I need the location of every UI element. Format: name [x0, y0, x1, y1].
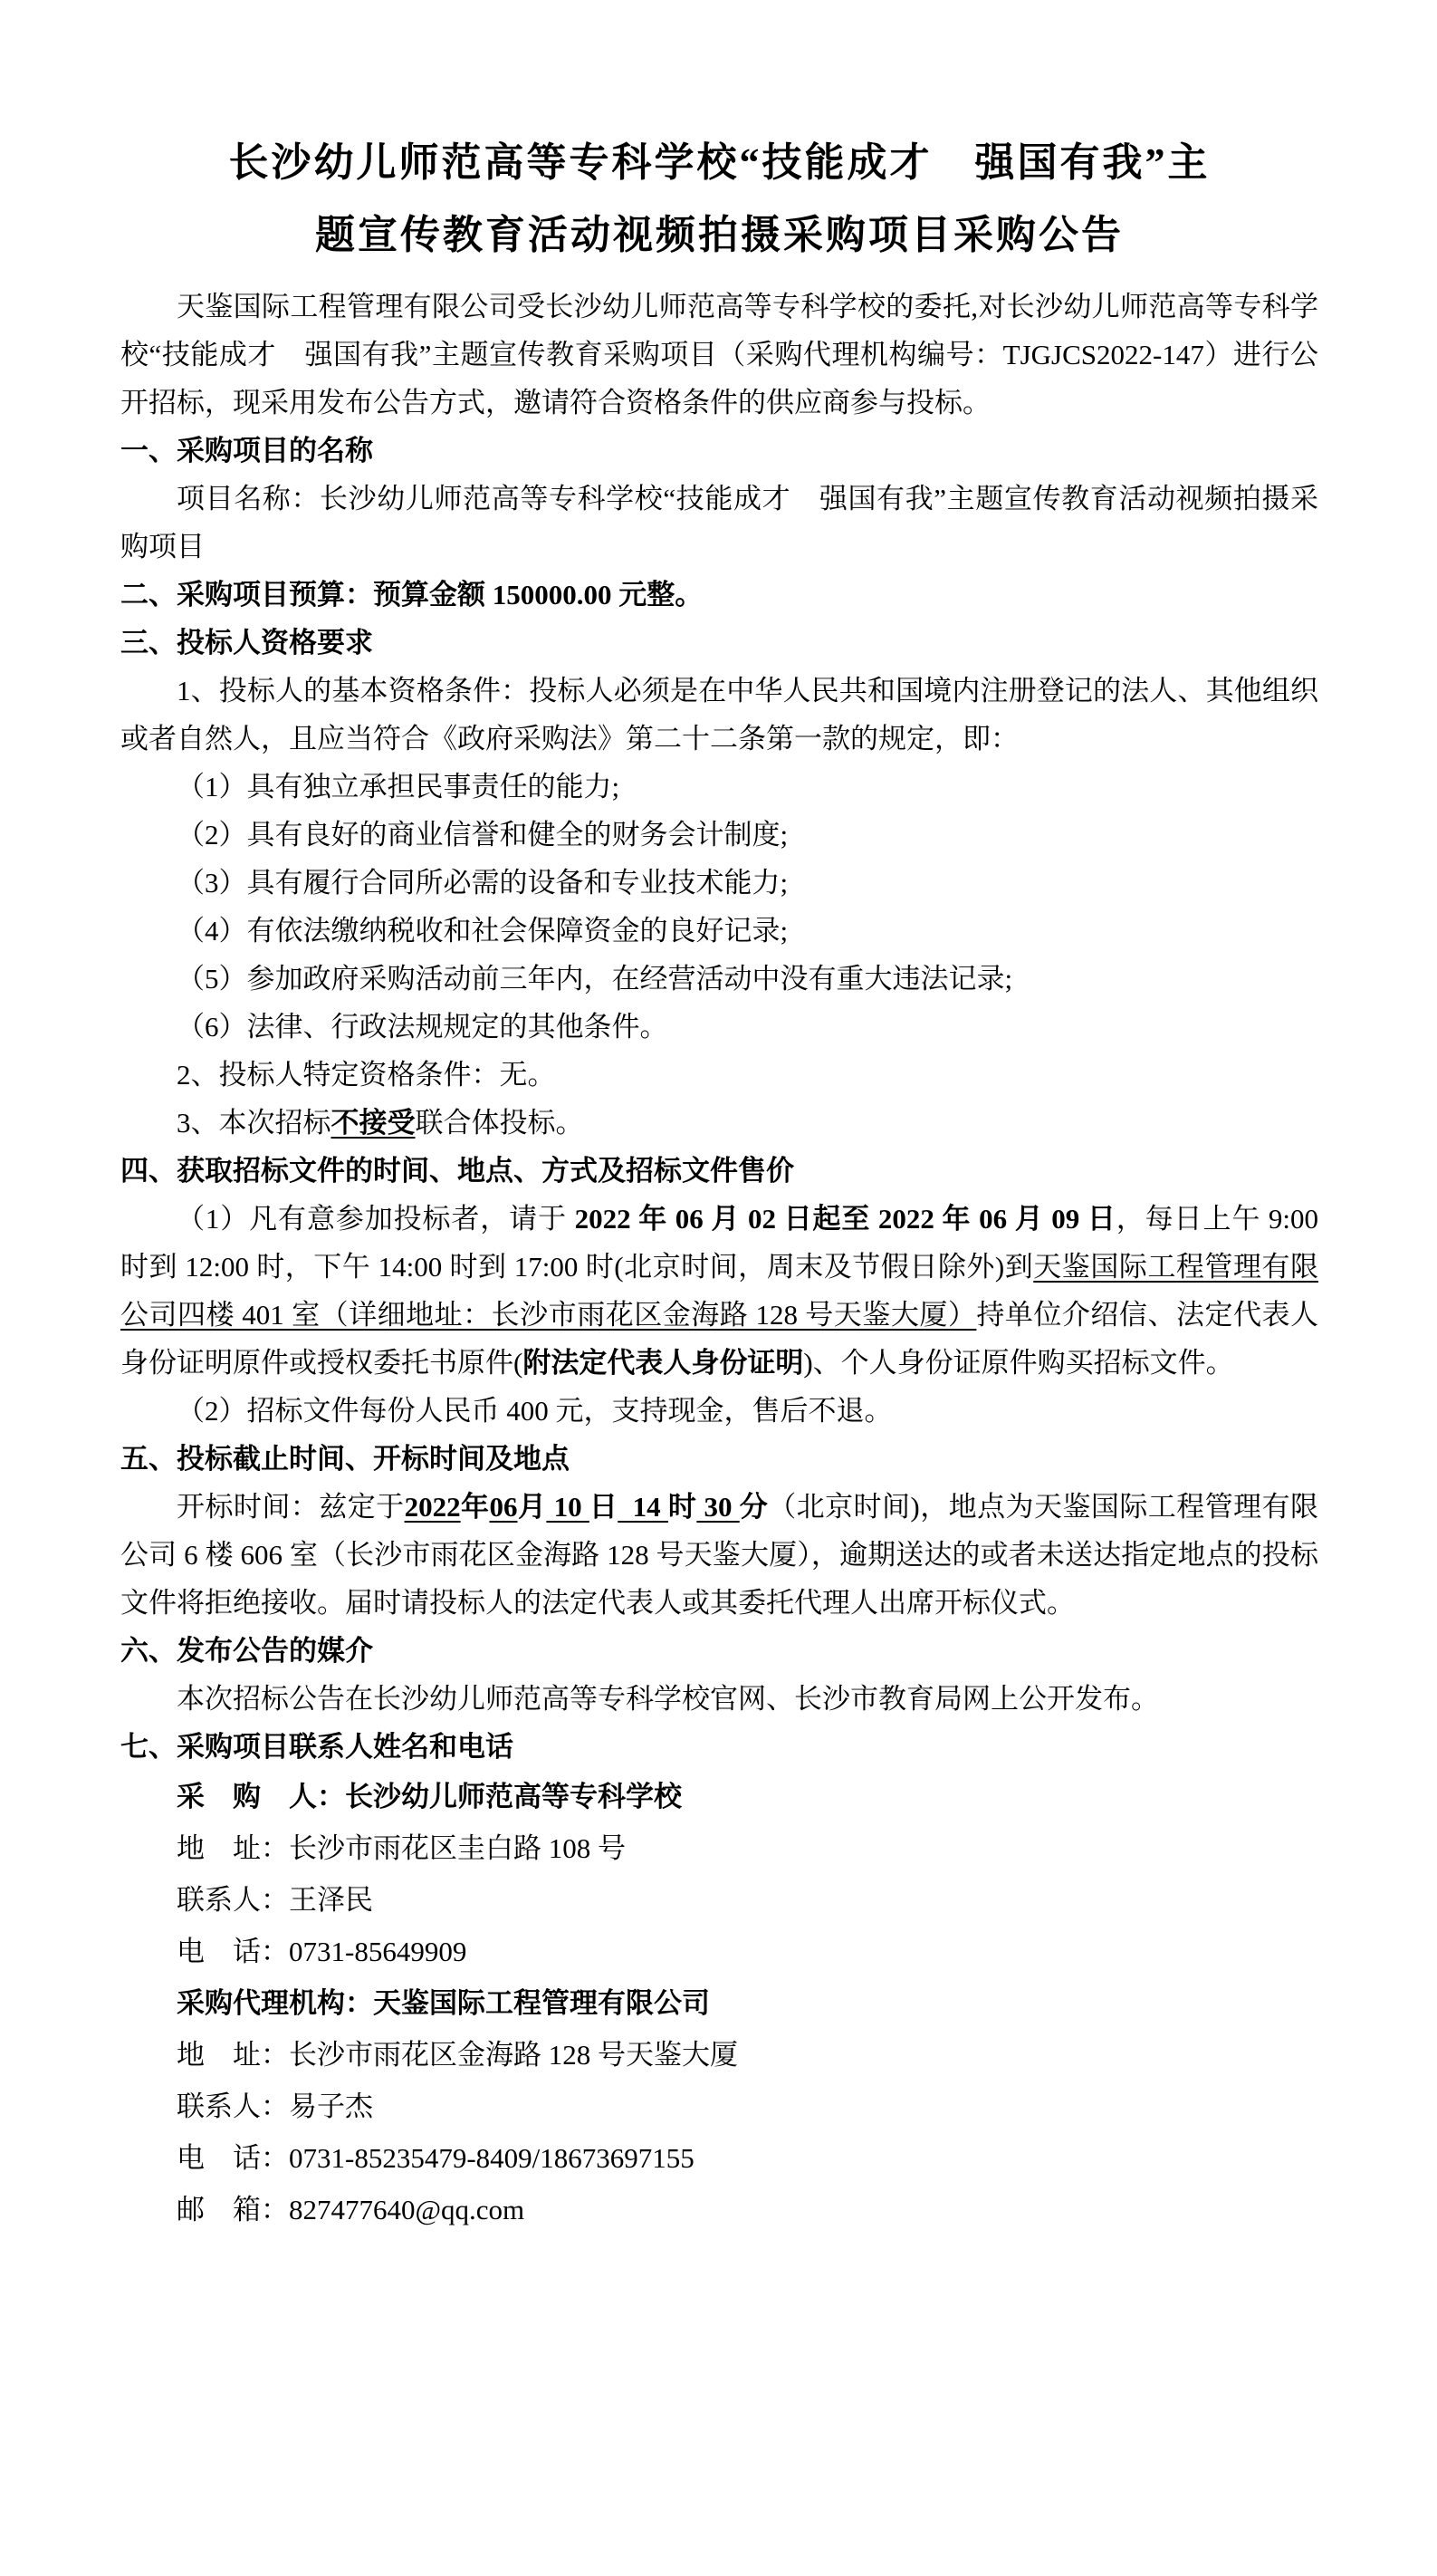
opening-year: 2022: [404, 1491, 461, 1523]
qualification-subitem-3: （3）具有履行合同所必需的设备和专业技术能力;: [177, 867, 789, 899]
opening-location-text: （北京时间)，地点为天鉴国际工程管理有限公司 6 楼 606 室（长沙市雨花区金海路 128 号天鉴大厦），逾期送达的或者未送达指定地点的投标文件将拒绝接收。届时请投标人的法定代表人或其委托代理人出席开标仪式。: [120, 1491, 1319, 1619]
opening-month-unit: 月: [517, 1491, 547, 1523]
purchaser-phone-row: [120, 1926, 1318, 1977]
agency-contact-label: 联系人：: [177, 2091, 289, 2122]
document-title-line1: 长沙幼儿师范高等专科学校“技能成才 强国有我”主: [228, 140, 1211, 185]
qualification-subitem-2: （2）具有良好的商业信誉和健全的财务会计制度;: [177, 819, 789, 851]
consortium-rule-prefix: 3、本次招标: [177, 1107, 331, 1139]
purchaser-phone-value: 0731-85649909: [289, 1936, 467, 1967]
purchaser-contact-label: 联系人：: [177, 1884, 289, 1916]
qualification-subitem-4: （4）有依法缴纳税收和社会保障资金的良好记录;: [177, 915, 789, 947]
agency-name-value: 天鉴国际工程管理有限公司: [373, 1987, 710, 2019]
agency-address-label: 地 址：: [177, 2039, 289, 2071]
consortium-bid-rule: [120, 1099, 1318, 1147]
agency-contact-value: 易子杰: [289, 2091, 373, 2122]
opening-minute: 30: [696, 1491, 740, 1523]
opening-day: 10: [546, 1491, 589, 1523]
purchaser-phone-label: 电 话：: [177, 1936, 289, 1967]
document-title-line2: 题宣传教育活动视频拍摄采购项目采购公告: [315, 213, 1124, 257]
purchase-requirements-text: 持单位介绍信、法定代表人身份证明原件或授权委托书原件(: [120, 1299, 1319, 1379]
opening-day-unit: 日: [589, 1491, 618, 1523]
agency-address-value: 长沙市雨花区金海路 128 号天鉴大厦: [289, 2039, 738, 2071]
not-accept-emphasis: 不接受: [331, 1107, 416, 1139]
purchaser-name-row: [120, 1771, 1318, 1822]
identity-proof-note: 附法定代表人身份证明: [522, 1347, 804, 1379]
purchaser-address-row: [120, 1822, 1318, 1874]
agency-phone-value: 0731-85235479-8409/18673697155: [289, 2142, 695, 2174]
purchaser-name-value: 长沙幼儿师范高等专科学校: [345, 1781, 682, 1812]
purchase-closing-text: )、个人身份证原件购买招标文件。: [803, 1347, 1234, 1379]
opening-minute-unit: 分: [739, 1491, 769, 1523]
purchaser-address-value: 长沙市雨花区圭白路 108 号: [289, 1832, 626, 1864]
opening-hour: 14: [618, 1491, 668, 1523]
section-heading-1: 一、采购项目的名称: [120, 435, 373, 466]
document-body: [120, 283, 1318, 2235]
document-price-paragraph: （2）招标文件每份人民币 400 元，支持现金，售后不退。: [177, 1395, 893, 1427]
qualification-subitem-5: （5）参加政府采购活动前三年内，在经营活动中没有重大违法记录;: [177, 963, 1013, 995]
section-heading-2-budget: 二、采购项目预算：预算金额 150000.00 元整。: [120, 579, 704, 610]
document-purchase-paragraph: [120, 1195, 1318, 1387]
agency-contact-row: [120, 2081, 1318, 2132]
purchaser-contact-value: 王泽民: [289, 1884, 373, 1916]
agency-phone-label: 电 话：: [177, 2142, 289, 2174]
qualification-specific-conditions: 2、投标人特定资格条件：无。: [177, 1059, 556, 1091]
opening-time-prefix: 开标时间：兹定于: [177, 1491, 405, 1523]
section-heading-3: 三、投标人资格要求: [120, 627, 373, 658]
opening-month: 06: [489, 1491, 518, 1523]
announcement-media-paragraph: 本次招标公告在长沙幼儿师范高等专科学校官网、长沙市教育局网上公开发布。: [177, 1683, 1159, 1715]
section-heading-4: 四、获取招标文件的时间、地点、方式及招标文件售价: [120, 1155, 794, 1187]
purchase-time-text: ，每日上午 9:00 时到 12:00 时，下午 14:00 时到 17:00 时(北京时间，周末及节假日除外)到: [120, 1203, 1318, 1283]
section-heading-7: 七、采购项目联系人姓名和电话: [120, 1731, 513, 1763]
qualification-subitem-1: （1）具有独立承担民事责任的能力;: [177, 771, 620, 803]
opening-hour-unit: 时: [667, 1491, 697, 1523]
purchase-intro-text: （1）凡有意参加投标者，请于: [177, 1203, 575, 1235]
agency-name-row: [120, 1977, 1318, 2029]
bid-opening-paragraph: [120, 1483, 1318, 1627]
purchaser-contact-row: [120, 1874, 1318, 1926]
purchaser-name-label: 采 购 人：: [177, 1781, 345, 1812]
project-name-paragraph: 项目名称：长沙幼儿师范高等专科学校“技能成才 强国有我”主题宣传教育活动视频拍摄采购项目: [120, 483, 1318, 562]
agency-email-label: 邮 箱：: [177, 2194, 289, 2225]
agency-email-row: [120, 2184, 1318, 2235]
agency-phone-row: [120, 2132, 1318, 2184]
agency-name-label: 采购代理机构：: [177, 1987, 373, 2019]
agency-email-value: 827477640@qq.com: [289, 2194, 525, 2225]
agency-address-row: [120, 2029, 1318, 2081]
intro-paragraph: 天鉴国际工程管理有限公司受长沙幼儿师范高等专科学校的委托,对长沙幼儿师范高等专科学校“技能成才 强国有我”主题宣传教育采购项目（采购代理机构编号：TJGJCS2022-147）进行公开招标，现采用发布公告方式，邀请符合资格条件的供应商参与投标。: [120, 291, 1318, 418]
qualification-basic-conditions: 1、投标人的基本资格条件：投标人必须是在中华人民共和国境内注册登记的法人、其他组织或者自然人，且应当符合《政府采购法》第二十二条第一款的规定，即：: [120, 675, 1318, 755]
section-heading-5: 五、投标截止时间、开标时间及地点: [120, 1443, 570, 1475]
opening-datetime: [405, 1491, 769, 1523]
agency-address-underlined: 天鉴国际工程管理有限公司四楼 401 室（详细地址：长沙市雨花区金海路 128 号天鉴大厦）: [120, 1251, 1319, 1331]
qualification-subitem-6: （6）法律、行政法规规定的其他条件。: [177, 1011, 668, 1043]
consortium-rule-suffix: 联合体投标。: [415, 1107, 584, 1139]
section-heading-6: 六、发布公告的媒介: [120, 1635, 373, 1667]
purchaser-address-label: 地 址：: [177, 1832, 289, 1864]
opening-year-unit: 年: [460, 1491, 490, 1523]
purchase-date-range: 2022 年 06 月 02 日起至 2022 年 06 月 09 日: [574, 1203, 1116, 1235]
document-title: [120, 127, 1318, 272]
